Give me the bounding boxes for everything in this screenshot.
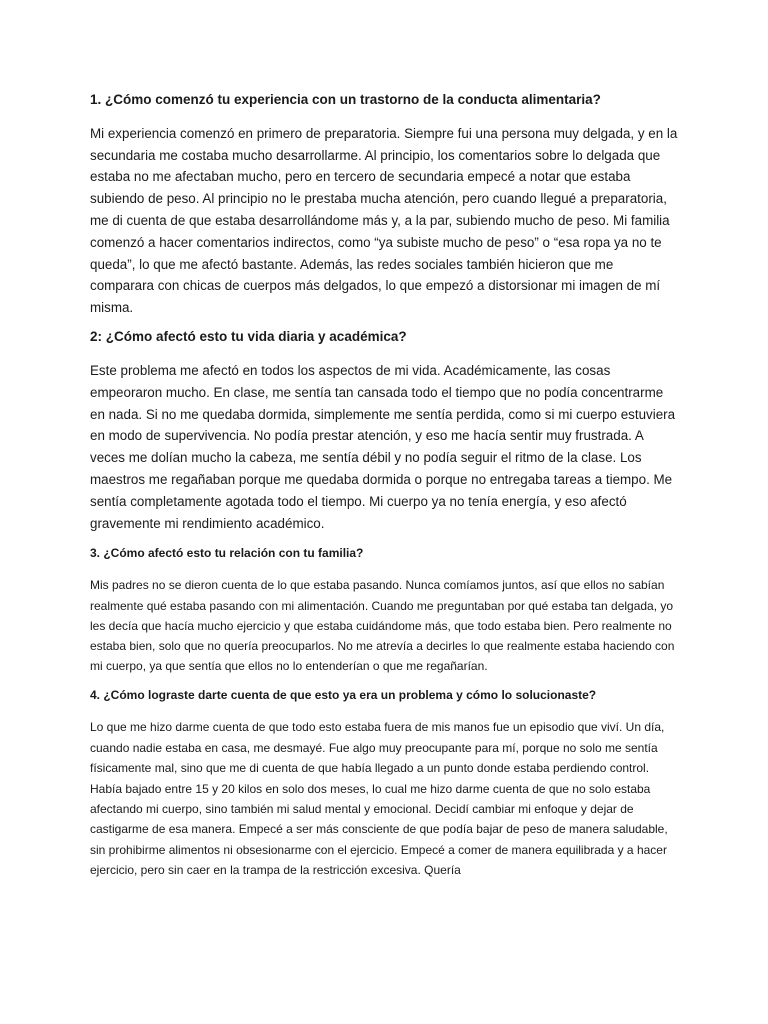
document-page (90, 92, 680, 881)
section-2 (90, 329, 680, 534)
question-heading-4: 4. ¿Cómo lograste darte cuenta de que esto ya era un problema y cómo lo solucionaste? (90, 688, 597, 703)
question-heading-3: 3. ¿Cómo afectó esto tu relación con tu familia? (90, 546, 364, 561)
section-1 (90, 92, 680, 319)
question-heading-2: 2: ¿Cómo afectó esto tu vida diaria y académica? (90, 329, 407, 345)
section-3 (90, 546, 680, 676)
answer-paragraph-4: Lo que me hizo darme cuenta de que todo esto estaba fuera de mis manos fue un episodio que viví. Un día, cuando nadie estaba en casa, me desmayé. Fue algo muy preocupante para mí, porque no solo me sentía físicamente mal, sino que me di cuenta de que había llegado a un punto donde estaba perdiendo control. Había bajado entre 15 y 20 kilos en solo dos meses, lo cual me hizo darme cuenta de que no solo estaba afectando mi cuerpo, sino también mi salud mental y emocional. Decidí cambiar mi enfoque y dejar de castigarme de esa manera. Empecé a ser más consciente de que podía bajar de peso de manera saludable, sin prohibirme alimentos ni obsesionarme con el ejercicio. Empecé a comer de manera equilibrada y a hacer ejercicio, pero sin caer en la trampa de la restricción excesiva. Quería (90, 720, 668, 878)
answer-paragraph-2: Este problema me afectó en todos los aspectos de mi vida. Académicamente, las cosas empeoraron mucho. En clase, me sentía tan cansada todo el tiempo que no podía concentrarme en nada. Si no me quedaba dormida, simplemente me sentía perdida, como si mi cuerpo estuviera en modo de supervivencia. No podía prestar atención, y eso me hacía sentir muy frustrada. A veces me dolían mucho la cabeza, me sentía débil y no podía seguir el ritmo de la clase. Los maestros me regañaban porque me quedaba dormida o porque no entregaba tareas a tiempo. Me sentía completamente agotada todo el tiempo. Mi cuerpo ya no tenía energía, y eso afectó gravemente mi rendimiento académico. (90, 362, 676, 531)
question-heading-1: 1. ¿Cómo comenzó tu experiencia con un trastorno de la conducta alimentaria? (90, 92, 601, 107)
section-4 (90, 688, 680, 880)
answer-paragraph-1: Mi experiencia comenzó en primero de preparatoria. Siempre fui una persona muy delgada, y en la secundaria me costaba mucho desarrollarme. Al principio, los comentarios sobre lo delgada que estaba no me afectaban mucho, pero en tercero de secundaria empecé a notar que estaba subiendo de peso. Al principio no le prestaba mucha atención, pero cuando llegué a preparatoria, me di cuenta de que estaba desarrollándome más y, a la par, subiendo mucho de peso. Mi familia comenzó a hacer comentarios indirectos, como “ya subiste mucho de peso” o “esa ropa ya no te queda”, lo que me afectó bastante. Además, las redes sociales también hicieron que me comparara con chicas de cuerpos más delgados, lo que empezó a distorsionar mi imagen de mí misma. (90, 125, 678, 316)
answer-paragraph-3: Mis padres no se dieron cuenta de lo que estaba pasando. Nunca comíamos juntos, así que ellos no sabían realmente qué estaba pasando con mi alimentación. Cuando me preguntaban por qué estaba tan delgada, yo les decía que hacía mucho ejercicio y que estaba cuidándome más, que todo estaba bien. Pero realmente no estaba bien, solo que no quería preocuparlos. No me atrevía a decirles lo que realmente estaba haciendo con mi cuerpo, ya que sentía que ellos no lo entenderían o que me regañarían. (90, 578, 675, 674)
